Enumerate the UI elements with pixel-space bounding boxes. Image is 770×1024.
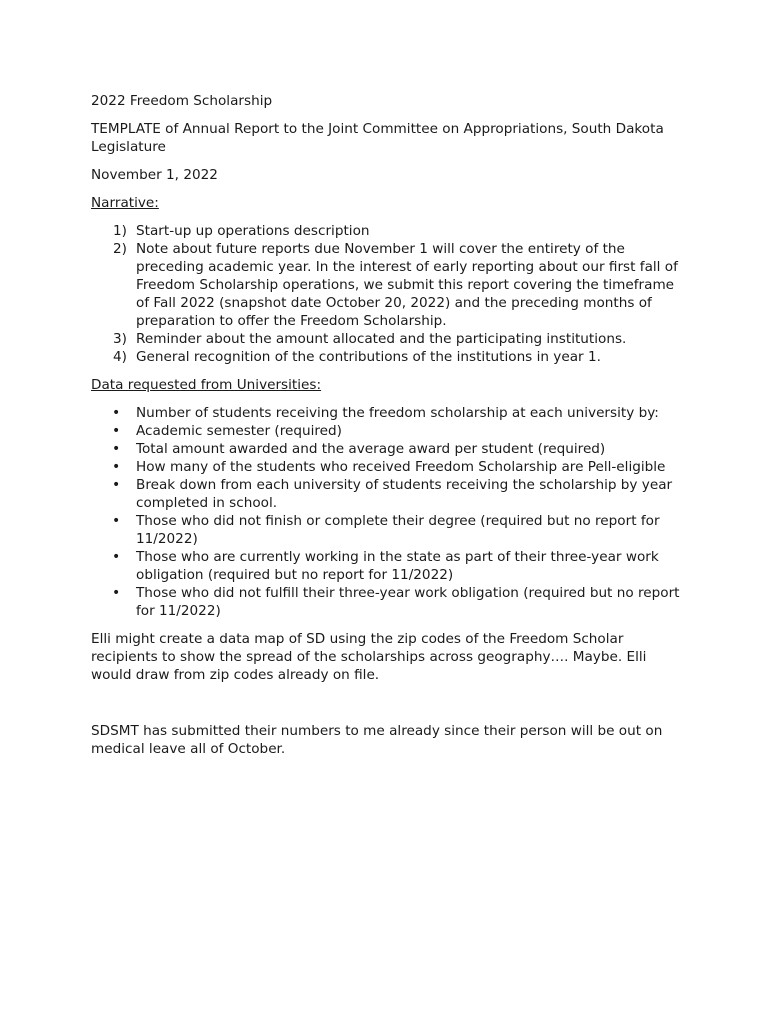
narrative-item-number: 3) xyxy=(113,331,127,347)
data-item-text: Those who did not finish or complete their degree (required but no report for 11/2022) xyxy=(136,513,660,547)
bullet-icon: • xyxy=(112,441,121,457)
data-item-text: Number of students receiving the freedom scholarship at each university by: xyxy=(136,405,659,421)
narrative-item-text: Reminder about the amount allocated and the participating institutions. xyxy=(136,331,627,347)
bullet-icon: • xyxy=(112,423,121,439)
narrative-item-text: General recognition of the contributions of the institutions in year 1. xyxy=(136,349,601,365)
narrative-item-number: 2) xyxy=(113,241,127,257)
document-subtitle: TEMPLATE of Annual Report to the Joint Committee on Appropriations, South Dakota Legislature xyxy=(91,121,664,155)
document-date: November 1, 2022 xyxy=(91,167,218,183)
data-requested-heading: Data requested from Universities: xyxy=(91,377,322,393)
data-requested-list xyxy=(91,404,691,620)
data-item-text: Academic semester (required) xyxy=(136,423,342,439)
bullet-icon: • xyxy=(112,459,121,475)
narrative-item xyxy=(91,222,691,240)
data-item xyxy=(91,512,691,548)
data-item xyxy=(91,440,691,458)
data-item-text: Those who are currently working in the state as part of their three-year work obligation (required but no report for 11/2022) xyxy=(136,549,659,583)
narrative-list xyxy=(91,222,691,366)
data-item xyxy=(91,476,691,512)
data-item-text: How many of the students who received Freedom Scholarship are Pell-eligible xyxy=(136,459,666,475)
document-body xyxy=(91,92,691,768)
data-item xyxy=(91,548,691,584)
data-item-text: Total amount awarded and the average award per student (required) xyxy=(136,441,606,457)
bullet-icon: • xyxy=(112,549,121,565)
bullet-icon: • xyxy=(112,513,121,529)
narrative-item xyxy=(91,330,691,348)
bullet-icon: • xyxy=(112,477,121,493)
sdsmt-paragraph: SDSMT has submitted their numbers to me already since their person will be out on medical leave all of October. xyxy=(91,723,663,757)
document-title: 2022 Freedom Scholarship xyxy=(91,93,273,109)
narrative-item-text: Start-up up operations description xyxy=(136,223,370,239)
data-item xyxy=(91,584,691,620)
data-item xyxy=(91,458,691,476)
narrative-item-number: 1) xyxy=(113,223,127,239)
narrative-heading: Narrative: xyxy=(91,195,159,211)
narrative-item xyxy=(91,240,691,330)
bullet-icon: • xyxy=(112,405,121,421)
blank-line xyxy=(91,694,691,722)
elli-data-map-paragraph: Elli might create a data map of SD using the zip codes of the Freedom Scholar recipients to show the spread of the scholarships across geography…. Maybe. Elli would draw from zip codes already on file. xyxy=(91,631,647,683)
narrative-item-number: 4) xyxy=(113,349,127,365)
bullet-icon: • xyxy=(112,585,121,601)
data-item xyxy=(91,422,691,440)
data-item-text: Break down from each university of students receiving the scholarship by year completed in school. xyxy=(136,477,673,511)
data-item xyxy=(91,404,691,422)
narrative-item-text: Note about future reports due November 1 will cover the entirety of the preceding academic year. In the interest of early reporting about our first fall of Freedom Scholarship operations, we submit this report covering the timeframe of Fall 2022 (snapshot date October 20, 2022) and the preceding months of preparation to offer the Freedom Scholarship. xyxy=(136,241,678,329)
narrative-item xyxy=(91,348,691,366)
data-item-text: Those who did not fulfill their three-year work obligation (required but no report for 11/2022) xyxy=(136,585,680,619)
